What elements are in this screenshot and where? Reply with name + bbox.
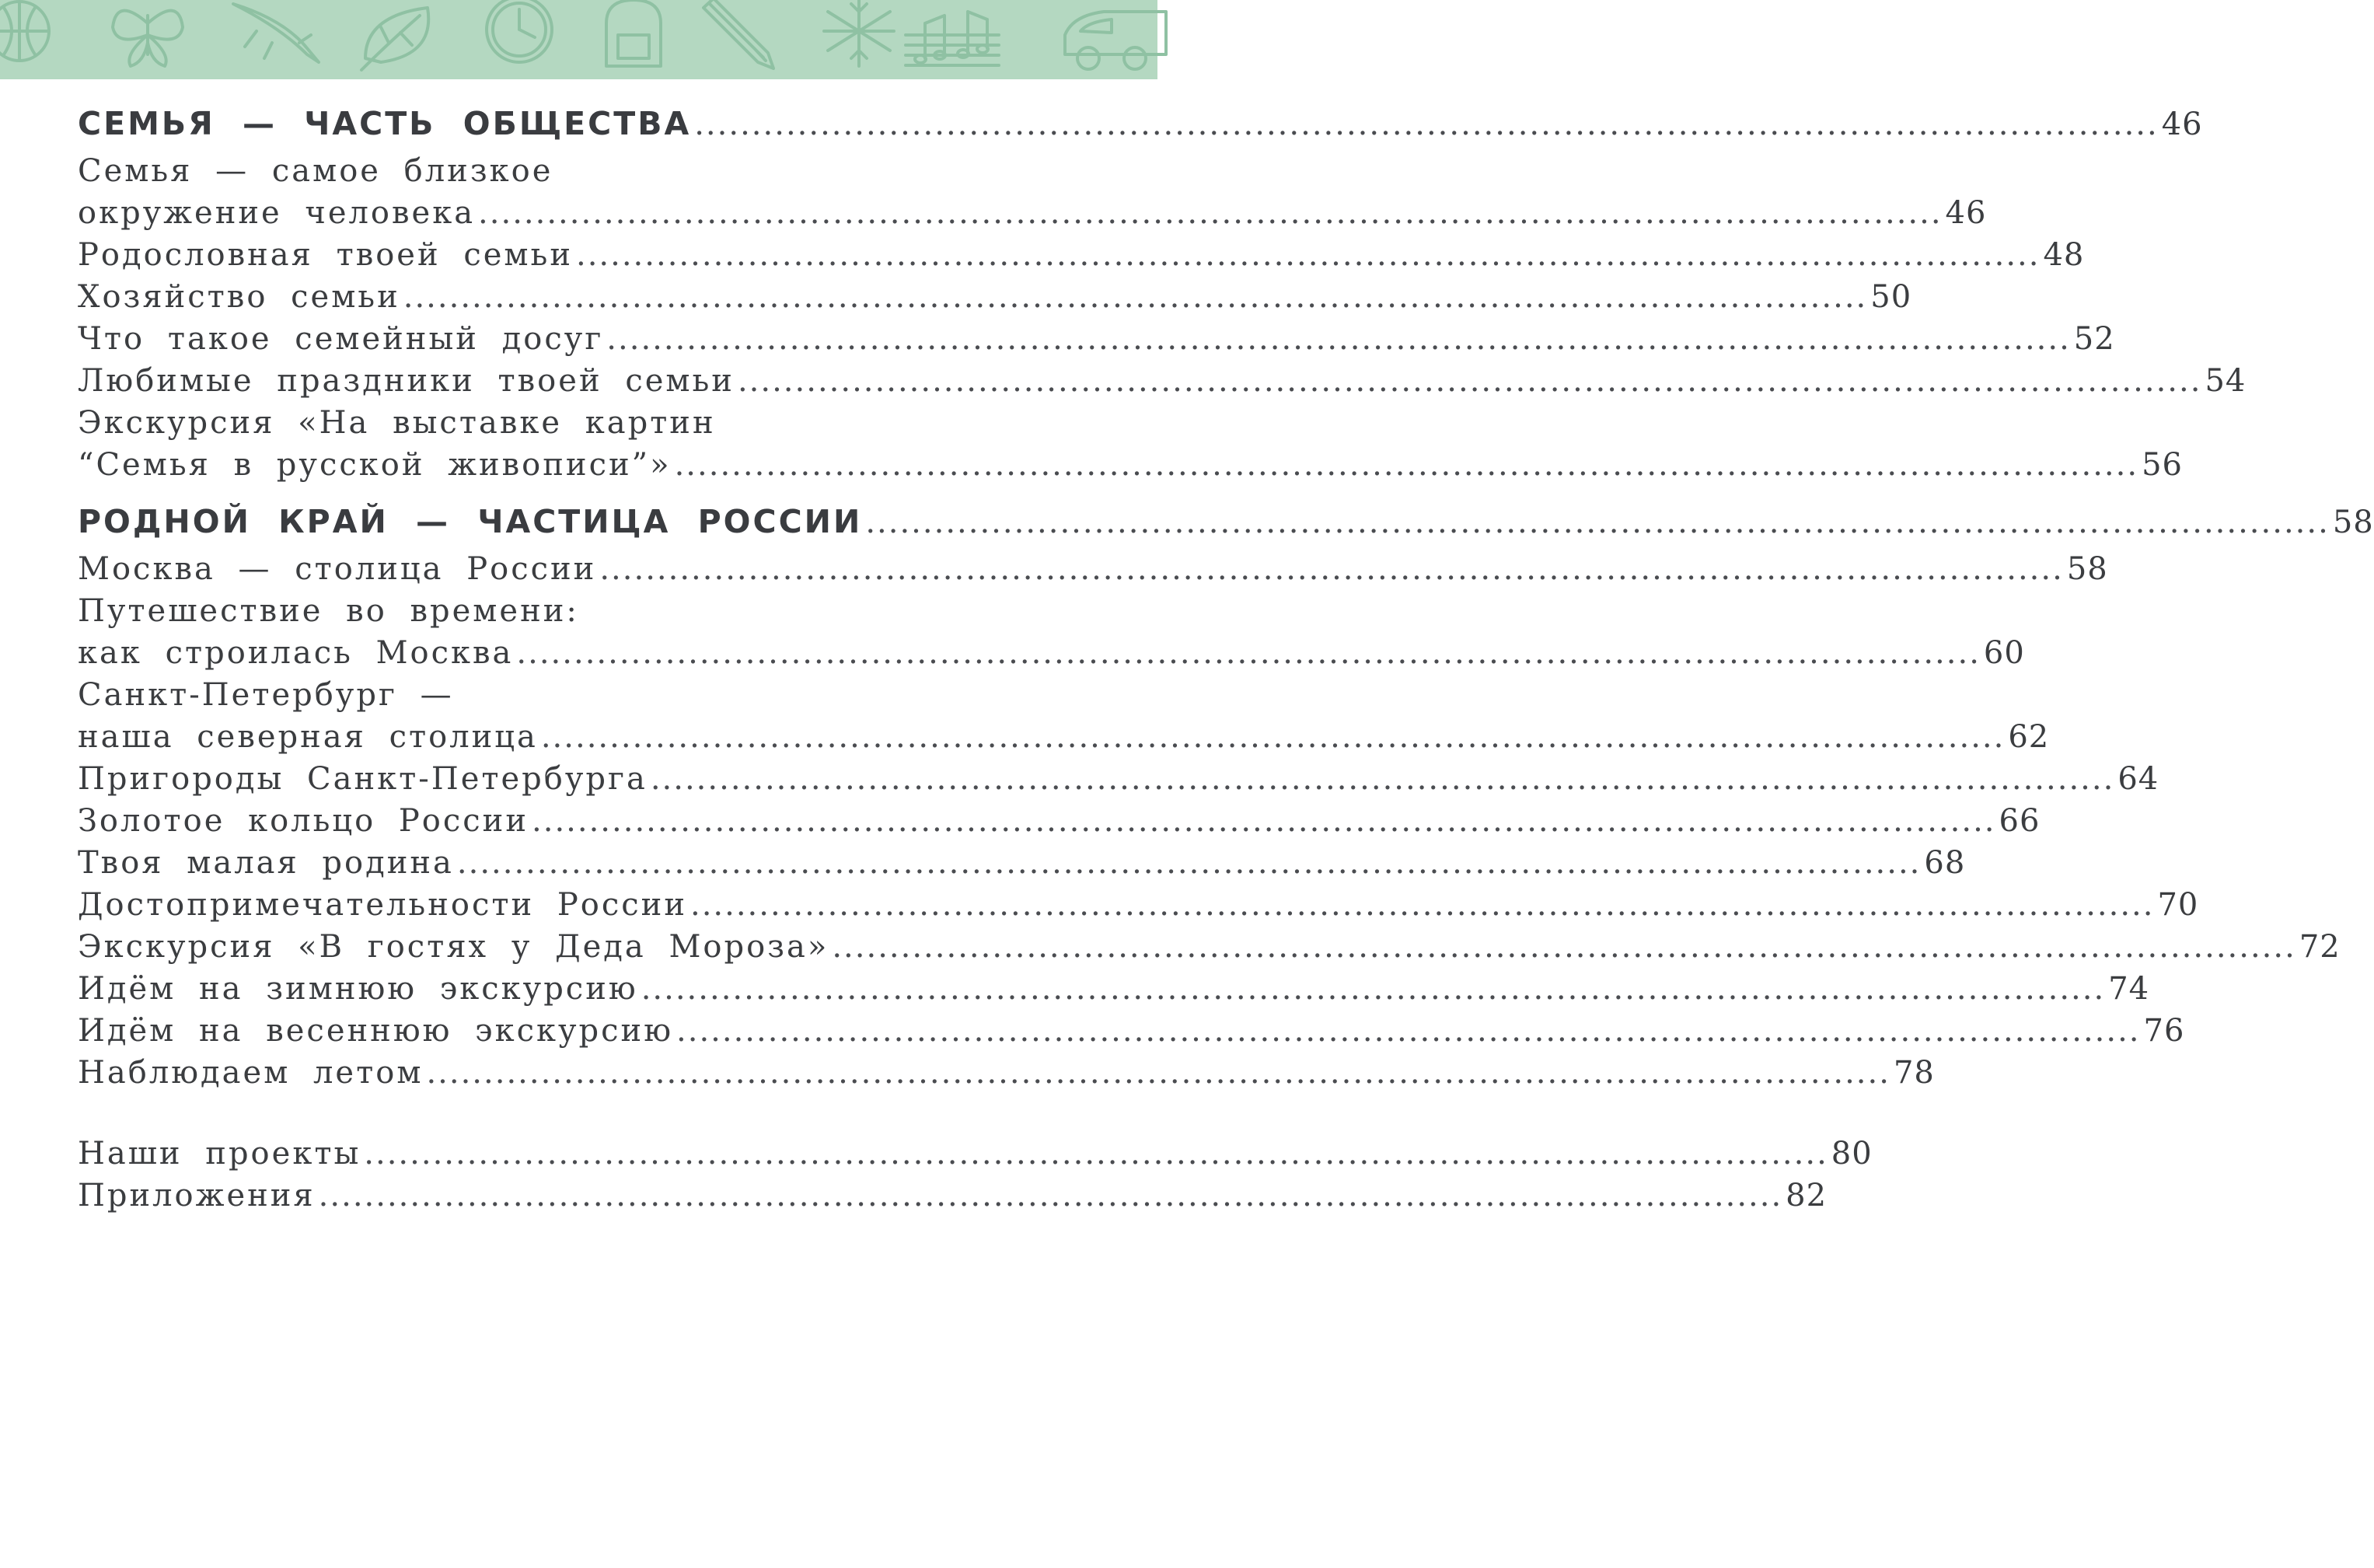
page-number: 58 xyxy=(2332,505,2374,540)
toc-entry[interactable] xyxy=(78,971,2150,1013)
toc-entry[interactable] xyxy=(78,803,2041,845)
leaf-icon xyxy=(361,8,428,70)
entry-title: “Семья в русской живописи”» xyxy=(78,447,672,483)
dot-leader: ................................................................................................................................ xyxy=(478,195,1943,231)
dot-leader: ................................................................................................................................ xyxy=(865,505,2330,540)
entry-title: Санкт-Петербург — xyxy=(78,677,454,713)
toc-entry[interactable] xyxy=(78,195,1987,237)
toc-entry[interactable] xyxy=(78,1013,2185,1055)
butterfly-icon xyxy=(113,11,183,66)
backpack-icon xyxy=(606,0,661,66)
page-number: 64 xyxy=(2117,761,2159,797)
entry-title: Приложения xyxy=(78,1178,316,1214)
snowflake-icon xyxy=(824,0,894,66)
dot-leader: ................................................................................................................................ xyxy=(426,1055,1890,1091)
entry-title: Идём на весеннюю экскурсию xyxy=(78,1013,674,1049)
entry-title: Что такое семейный досуг xyxy=(78,321,604,357)
dot-leader: ................................................................................................................................ xyxy=(403,279,1868,315)
entry-title: Экскурсия «В гостях у Деда Мороза» xyxy=(78,929,829,965)
dot-leader: ................................................................................................................................ xyxy=(694,107,2159,142)
page-number: 50 xyxy=(1870,279,1912,315)
dot-leader: ................................................................................................................................ xyxy=(737,363,2202,399)
dot-leader: ................................................................................................................................ xyxy=(456,845,1922,881)
entry-title: Путешествие во времени: xyxy=(78,593,579,629)
entry-title: окружение человека xyxy=(78,195,476,231)
toc-section-heading[interactable] xyxy=(78,105,2203,153)
dot-leader: ................................................................................................................................ xyxy=(540,719,2006,755)
page-number: 48 xyxy=(2043,237,2085,273)
entry-title: Пригороды Санкт-Петербурга xyxy=(78,761,648,797)
toc-entry[interactable] xyxy=(78,363,2247,405)
page-number: 72 xyxy=(2299,929,2341,965)
toc-entry[interactable] xyxy=(78,279,1912,321)
dot-leader: ................................................................................................................................ xyxy=(690,887,2155,923)
dot-leader: ................................................................................................................................ xyxy=(364,1136,1828,1172)
dot-leader: ................................................................................................................................ xyxy=(674,447,2139,483)
rocket-icon xyxy=(233,4,319,62)
page-number: 68 xyxy=(1924,845,1966,881)
dot-leader: ................................................................................................................................ xyxy=(606,321,2071,357)
entry-title: Любимые праздники твоей семьи xyxy=(78,363,735,399)
toc-entry-line[interactable] xyxy=(78,405,1090,447)
page-number: 66 xyxy=(1999,803,2041,839)
entry-title: Идём на зимнюю экскурсию xyxy=(78,971,638,1007)
block-spacer xyxy=(78,1097,1090,1136)
toc-entry[interactable] xyxy=(78,1055,1935,1097)
entry-title: Наши проекты xyxy=(78,1136,361,1172)
toc-entry[interactable] xyxy=(78,237,2085,279)
table-of-contents xyxy=(78,105,2374,1220)
page-number: 76 xyxy=(2143,1013,2185,1049)
dot-leader: ................................................................................................................................ xyxy=(318,1178,1783,1214)
entry-title: Хозяйство семьи xyxy=(78,279,400,315)
entry-title: Твоя малая родина xyxy=(78,845,454,881)
globe-icon xyxy=(0,2,49,61)
toc-entry[interactable] xyxy=(78,1136,1873,1178)
page-number: 62 xyxy=(2008,719,2050,755)
page-number: 70 xyxy=(2157,887,2199,923)
entry-title: Золотое кольцо России xyxy=(78,803,529,839)
toc-entry[interactable] xyxy=(78,845,1966,887)
section-spacer xyxy=(78,489,1090,503)
clock-icon xyxy=(487,0,552,62)
page-number: 46 xyxy=(2161,107,2203,142)
page-number: 80 xyxy=(1831,1136,1873,1172)
music-notes-icon xyxy=(906,12,999,65)
toc-entry[interactable] xyxy=(78,1178,1828,1220)
toc-entry[interactable] xyxy=(78,551,2108,593)
toc-entry[interactable] xyxy=(78,321,2115,363)
page-number: 54 xyxy=(2205,363,2247,399)
toc-entry-line[interactable] xyxy=(78,593,1090,635)
dot-leader: ................................................................................................................................ xyxy=(676,1013,2141,1049)
entry-title: как строилась Москва xyxy=(78,635,514,671)
toc-section-heading[interactable] xyxy=(78,503,2374,551)
dot-leader: ................................................................................................................................ xyxy=(532,803,1996,839)
entry-title: Семья — самое близкое xyxy=(78,153,553,189)
car-icon xyxy=(1065,12,1166,69)
section-title: СЕМЬЯ — ЧАСТЬ ОБЩЕСТВА xyxy=(78,105,692,142)
dot-leader: ................................................................................................................................ xyxy=(641,971,2106,1007)
toc-entry[interactable] xyxy=(78,447,2183,489)
page-number: 78 xyxy=(1893,1055,1935,1091)
page-number: 58 xyxy=(2066,551,2108,587)
top-decorative-band xyxy=(0,0,1157,79)
pencil-icon xyxy=(703,0,773,68)
toc-entry[interactable] xyxy=(78,929,2341,971)
page-number: 60 xyxy=(1983,635,2025,671)
page-number: 82 xyxy=(1786,1178,1828,1214)
entry-title: Родословная твоей семьи xyxy=(78,237,573,273)
toc-entry-line[interactable] xyxy=(78,153,1090,195)
page-number: 52 xyxy=(2073,321,2115,357)
toc-entry[interactable] xyxy=(78,635,2025,677)
page-number: 56 xyxy=(2142,447,2183,483)
dot-leader: ................................................................................................................................ xyxy=(650,761,2115,797)
section-title: РОДНОЙ КРАЙ — ЧАСТИЦА РОССИИ xyxy=(78,503,863,540)
page-number: 46 xyxy=(1945,195,1987,231)
toc-entry[interactable] xyxy=(78,887,2199,929)
dot-leader: ................................................................................................................................ xyxy=(516,635,1981,671)
dot-leader: ................................................................................................................................ xyxy=(599,551,2064,587)
toc-entry-line[interactable] xyxy=(78,677,1090,719)
entry-title: Достопримечательности России xyxy=(78,887,687,923)
page-number: 74 xyxy=(2108,971,2150,1007)
toc-entry[interactable] xyxy=(78,719,2050,761)
dot-leader: ................................................................................................................................ xyxy=(832,929,2296,965)
entry-title: Наблюдаем летом xyxy=(78,1055,424,1091)
toc-entry[interactable] xyxy=(78,761,2159,803)
entry-title: Экскурсия «На выставке картин xyxy=(78,405,716,441)
entry-title: наша северная столица xyxy=(78,719,538,755)
entry-title: Москва — столица России xyxy=(78,551,597,587)
dot-leader: ................................................................................................................................ xyxy=(575,237,2041,273)
